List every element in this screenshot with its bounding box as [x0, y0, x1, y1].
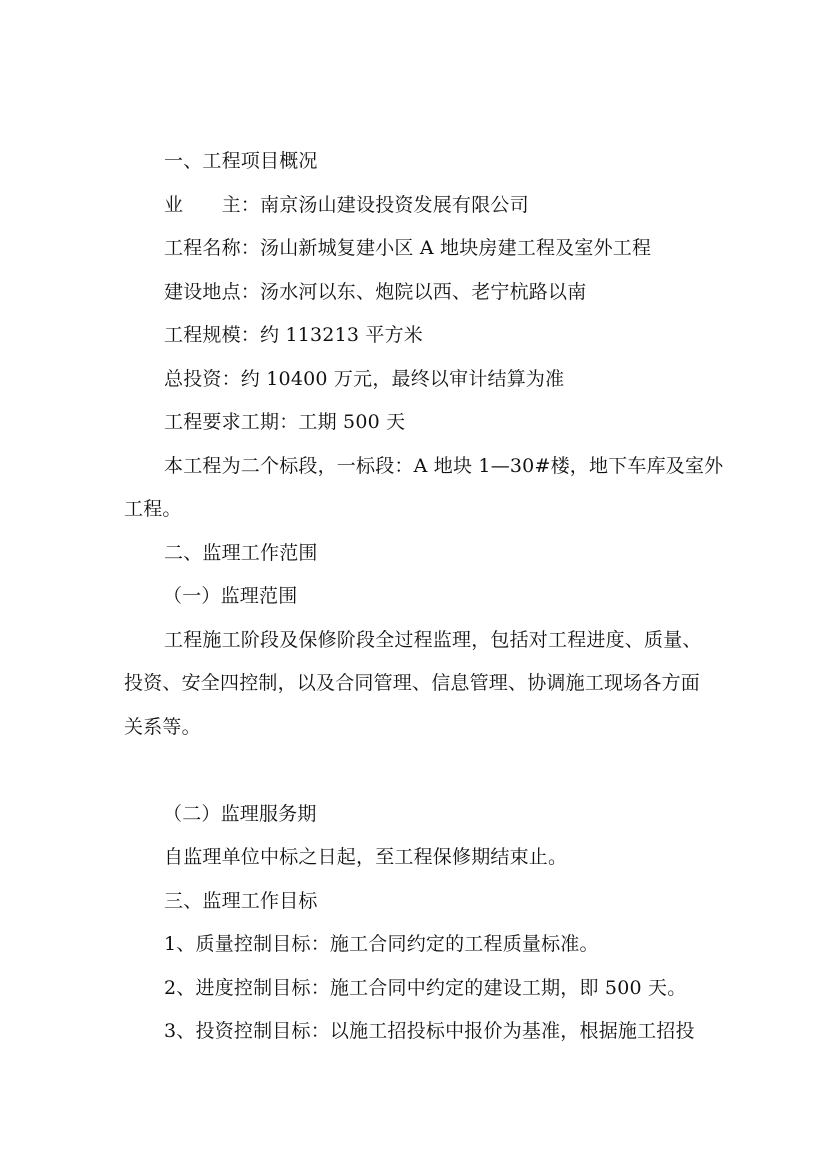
location-line: 建设地点：汤水河以东、炮院以西、老宁杭路以南 — [164, 281, 587, 303]
subheading-service-period: （二）监理服务期 — [163, 803, 317, 825]
scope-line-3: 关系等。 — [124, 716, 201, 738]
section-heading-project-overview: 一、工程项目概况 — [164, 150, 318, 172]
owner-line: 业 主：南京汤山建设投资发展有限公司 — [164, 194, 529, 216]
investment-line: 总投资：约 10400 万元，最终以审计结算为准 — [164, 368, 565, 390]
subheading-scope: （一）监理范围 — [163, 585, 298, 607]
goal-quality-line: 1、质量控制目标：施工合同约定的工程质量标准。 — [164, 933, 599, 955]
goal-investment-line: 3、投资控制目标：以施工招投标中报价为基准，根据施工招投 — [164, 1020, 695, 1042]
section-note-line-2: 工程。 — [124, 498, 182, 520]
project-name-line: 工程名称：汤山新城复建小区 A 地块房建工程及室外工程 — [164, 237, 652, 259]
scale-line: 工程规模：约 113213 平方米 — [164, 324, 424, 346]
section-heading-scope: 二、监理工作范围 — [164, 542, 318, 564]
service-period-line: 自监理单位中标之日起，至工程保修期结束止。 — [164, 846, 568, 868]
section-heading-goals: 三、监理工作目标 — [164, 890, 318, 912]
section-note-line-1: 本工程为二个标段，一标段：A 地块 1—30#楼，地下车库及室外 — [164, 455, 724, 477]
scope-line-2: 投资、安全四控制，以及合同管理、信息管理、协调施工现场各方面 — [124, 672, 701, 694]
goal-progress-line: 2、进度控制目标：施工合同中约定的建设工期，即 500 天。 — [164, 977, 687, 999]
scope-line-1: 工程施工阶段及保修阶段全过程监理，包括对工程进度、质量、 — [164, 629, 702, 651]
duration-line: 工程要求工期：工期 500 天 — [164, 411, 406, 433]
